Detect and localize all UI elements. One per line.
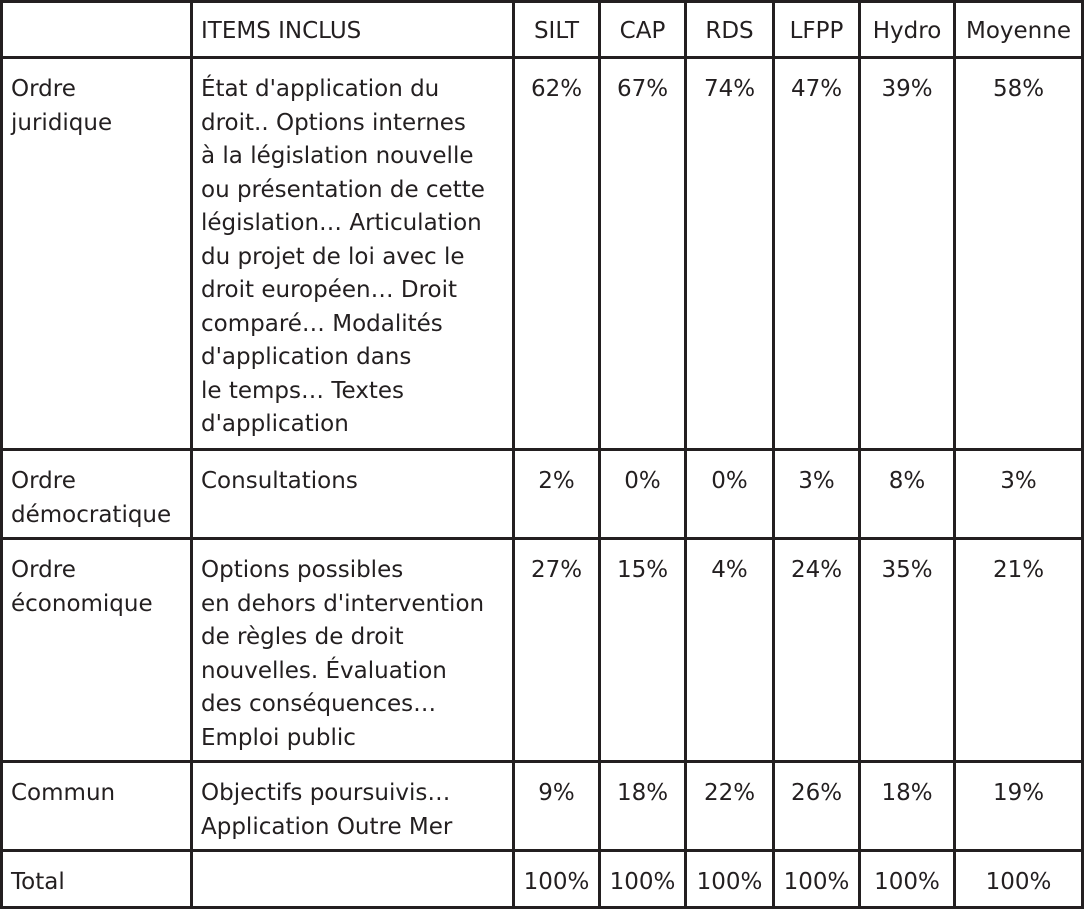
- items-line: en dehors d'intervention: [201, 590, 485, 617]
- items-line: État d'application du: [201, 76, 440, 102]
- items-line: Consultations: [201, 468, 358, 494]
- items-line: législation… Articulation: [201, 210, 482, 236]
- header-row: [2, 2, 1083, 58]
- value-cell-cap: 67%: [600, 58, 686, 450]
- value-cell-silt: 62%: [514, 58, 600, 450]
- items-line: droit.. Options internes: [201, 109, 466, 136]
- row-category-cell: [2, 762, 192, 851]
- value-cell-silt: 100%: [514, 851, 600, 908]
- value-cell-hydro: 18%: [860, 762, 955, 851]
- items-line: ou présentation de cette: [201, 176, 485, 203]
- row-items-cell: [192, 58, 514, 450]
- value-cell-rds: 22%: [686, 762, 774, 851]
- items-line: du projet de loi avec le: [201, 243, 465, 270]
- value-cell-silt: 2%: [514, 450, 600, 539]
- value-cell-lfpp: 24%: [774, 539, 860, 762]
- items-line: d'application: [201, 411, 349, 437]
- items-line: Options possibles: [201, 557, 404, 583]
- value-cell-rds: 74%: [686, 58, 774, 450]
- value-cell-moyenne: 58%: [955, 58, 1083, 450]
- value-cell-silt: 27%: [514, 539, 600, 762]
- items-line: d'application dans: [201, 344, 412, 370]
- value-cell-lfpp: 100%: [774, 851, 860, 908]
- value-cell-cap: 100%: [600, 851, 686, 908]
- row-items-cell: [192, 851, 514, 908]
- value-cell-hydro: 39%: [860, 58, 955, 450]
- value-cell-rds: 100%: [686, 851, 774, 908]
- header-col-moyenne: Moyenne: [955, 2, 1083, 58]
- table-row: [2, 539, 1083, 762]
- row-category-cell: [2, 58, 192, 450]
- row-items-cell: [192, 450, 514, 539]
- items-line: nouvelles. Évaluation: [201, 657, 447, 684]
- value-cell-lfpp: 3%: [774, 450, 860, 539]
- category-line: Commun: [11, 780, 116, 806]
- total-row: [2, 851, 1083, 908]
- value-cell-hydro: 8%: [860, 450, 955, 539]
- header-col-hydro: Hydro: [860, 2, 955, 58]
- items-line: droit européen… Droit: [201, 277, 458, 303]
- items-line: Objectifs poursuivis…: [201, 780, 451, 806]
- value-cell-hydro: 100%: [860, 851, 955, 908]
- category-line: démocratique: [11, 501, 172, 528]
- row-category-cell: [2, 539, 192, 762]
- value-cell-moyenne: 21%: [955, 539, 1083, 762]
- value-cell-rds: 0%: [686, 450, 774, 539]
- category-line: Ordre: [11, 468, 76, 494]
- value-cell-moyenne: 100%: [955, 851, 1083, 908]
- row-items-cell: [192, 762, 514, 851]
- items-line: comparé… Modalités: [201, 310, 443, 337]
- header-col-cap: CAP: [600, 2, 686, 58]
- row-category-cell: [2, 851, 192, 908]
- header-col-lfpp: LFPP: [774, 2, 860, 58]
- items-line: des conséquences…: [201, 691, 437, 717]
- value-cell-cap: 0%: [600, 450, 686, 539]
- value-cell-moyenne: 3%: [955, 450, 1083, 539]
- table-row: [2, 58, 1083, 450]
- category-line: juridique: [11, 109, 113, 136]
- value-cell-hydro: 35%: [860, 539, 955, 762]
- value-cell-cap: 15%: [600, 539, 686, 762]
- category-line: économique: [11, 590, 153, 617]
- items-line: Application Outre Mer: [201, 813, 453, 840]
- value-cell-silt: 9%: [514, 762, 600, 851]
- header-corner-cell: [2, 2, 192, 58]
- value-cell-cap: 18%: [600, 762, 686, 851]
- category-line: Ordre: [11, 76, 76, 102]
- table-row: [2, 762, 1083, 851]
- items-line: Emploi public: [201, 724, 356, 751]
- header-col-rds: RDS: [686, 2, 774, 58]
- items-line: à la législation nouvelle: [201, 143, 474, 169]
- items-line: de règles de droit: [201, 624, 404, 650]
- row-items-cell: [192, 539, 514, 762]
- value-cell-moyenne: 19%: [955, 762, 1083, 851]
- value-cell-rds: 4%: [686, 539, 774, 762]
- header-items-cell: ITEMS INCLUS: [192, 2, 514, 58]
- header-col-silt: SILT: [514, 2, 600, 58]
- value-cell-lfpp: 47%: [774, 58, 860, 450]
- value-cell-lfpp: 26%: [774, 762, 860, 851]
- category-line: Ordre: [11, 557, 76, 583]
- table-row: [2, 450, 1083, 539]
- row-category-cell: [2, 450, 192, 539]
- category-line: Total: [11, 869, 65, 895]
- items-line: le temps… Textes: [201, 377, 404, 404]
